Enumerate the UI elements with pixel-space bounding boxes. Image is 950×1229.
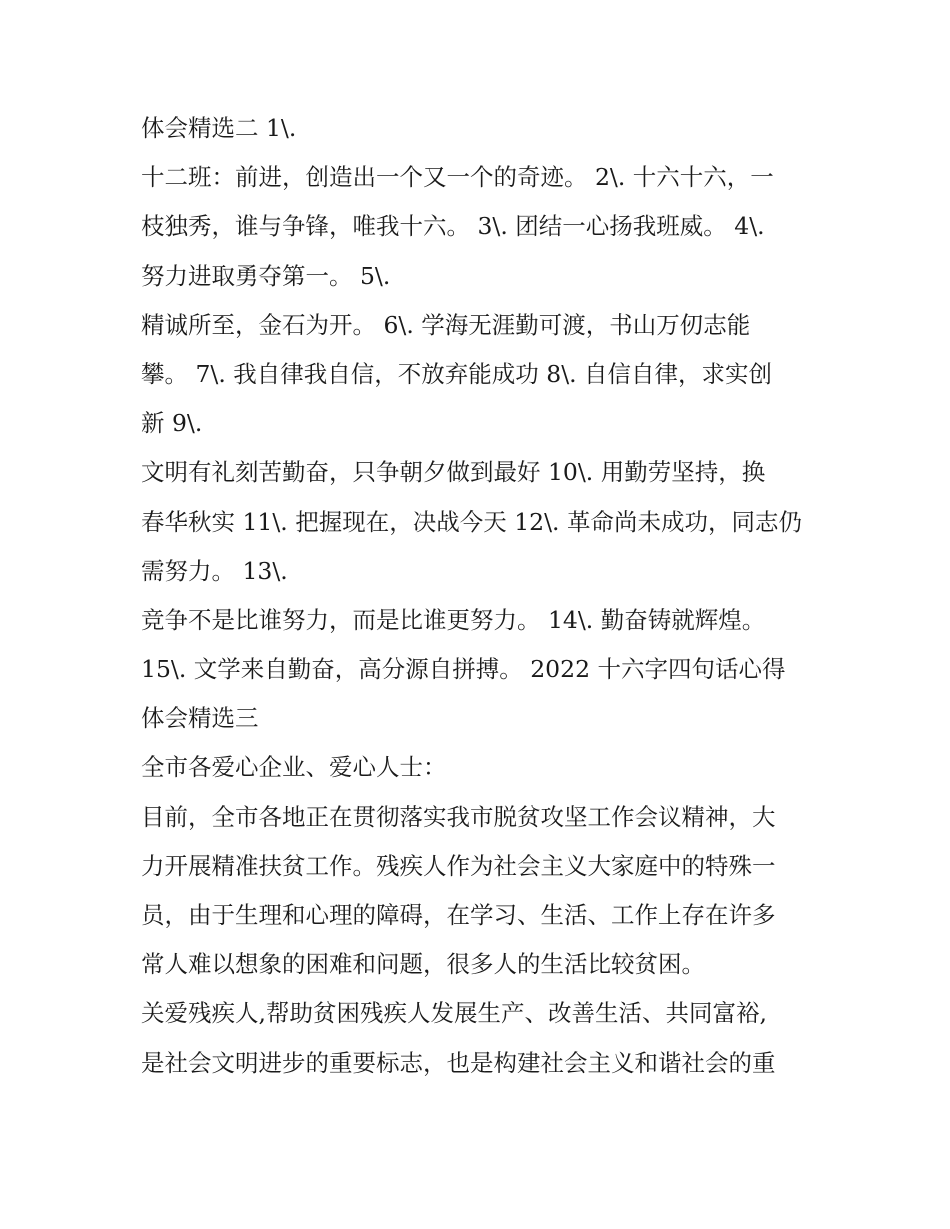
text-line: 关爱残疾人,帮助贫困残疾人发展生产、改善生活、共同富裕, — [141, 999, 767, 1028]
salutation: 全市各爱心企业、爱心人士： — [141, 753, 447, 782]
text-line: 竞争不是比谁努力，而是比谁更努力。 14\. 勤奋铸就辉煌。 — [141, 605, 766, 634]
text-line: 努力进取勇夺第一。 5\. — [141, 261, 391, 290]
text-line: 体会精选二 1\. — [141, 114, 297, 142]
text-line: 枝独秀，谁与争锋，唯我十六。 3\. 团结一心扬我班威。 4\. — [141, 212, 765, 241]
text-line: 精诚所至，金石为开。 6\. 学海无涯勤可渡，书山万仞志能 — [141, 310, 751, 339]
text-line: 新 9\. — [141, 409, 203, 438]
text-line: 15\. 文学来自勤奋，高分源自拼搏。 2022 十六字四句话心得 — [141, 655, 786, 684]
text-line: 力开展精准扶贫工作。残疾人作为社会主义大家庭中的特殊一 — [141, 851, 776, 880]
text-line: 需努力。 13\. — [141, 556, 288, 585]
text-line: 是社会文明进步的重要标志，也是构建社会主义和谐社会的重 — [141, 1048, 776, 1077]
text-line: 常人难以想象的困难和问题，很多人的生活比较贫困。 — [141, 950, 705, 979]
text-line: 春华秋实 11\. 把握现在，决战今天 12\. 革命尚未成功，同志仍 — [141, 507, 802, 536]
text-line: 目前，全市各地正在贯彻落实我市脱贫攻坚工作会议精神，大 — [141, 802, 776, 831]
text-line: 员，由于生理和心理的障碍，在学习、生活、工作上存在许多 — [141, 901, 776, 929]
document-body — [141, 104, 831, 1088]
text-line: 十二班：前进，创造出一个又一个的奇迹。 2\. 十六十六，一 — [141, 163, 774, 192]
text-line: 文明有礼刻苦勤奋，只争朝夕做到最好 10\. 用勤劳坚持，换 — [141, 458, 766, 487]
section-heading: 体会精选三 — [141, 704, 259, 733]
text-line: 攀。 7\. 我自律我自信，不放弃能成功 8\. 自信自律，求实创 — [141, 359, 773, 388]
